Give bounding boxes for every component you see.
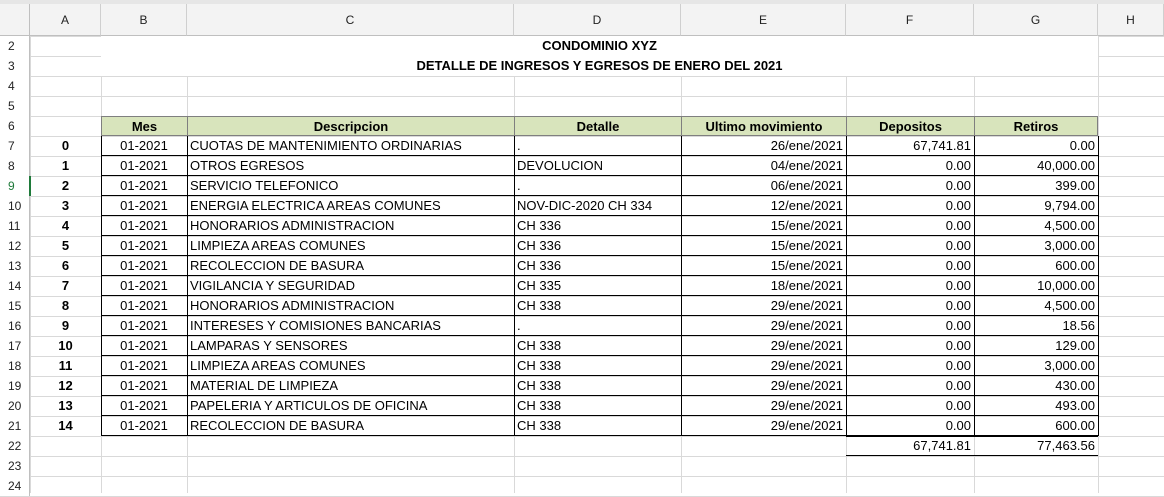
cell-mes[interactable]: 01-2021 [120, 258, 168, 273]
cell-descripcion[interactable]: HONORARIOS ADMINISTRACION [190, 218, 395, 233]
row-index[interactable]: 3 [61, 198, 70, 213]
column-border [187, 156, 188, 176]
column-border [846, 216, 847, 236]
column-border [514, 236, 515, 256]
cell-retiros[interactable]: 10,000.00 [1037, 278, 1095, 293]
column-border [101, 316, 102, 336]
row-header-16[interactable]: 16 [0, 316, 30, 336]
column-border [514, 396, 515, 416]
row-header-11[interactable]: 11 [0, 216, 30, 236]
cell-fecha[interactable]: 15/ene/2021 [770, 238, 843, 253]
cell-depositos[interactable]: 0.00 [945, 418, 971, 433]
cell-fecha[interactable]: 26/ene/2021 [770, 138, 843, 153]
column-header-c[interactable]: C [187, 4, 514, 36]
column-border [846, 336, 847, 356]
header-depositos[interactable]: Depositos [846, 116, 974, 136]
column-border [1098, 416, 1099, 436]
column-border [1098, 256, 1099, 276]
column-border [101, 356, 102, 376]
gridline-horizontal [0, 476, 1164, 477]
row-index[interactable]: 2 [61, 178, 70, 193]
column-border [974, 136, 975, 156]
column-border [681, 416, 682, 436]
column-border [101, 176, 102, 196]
column-border [1098, 396, 1099, 416]
cell-mes[interactable]: 01-2021 [120, 338, 168, 353]
column-header-g[interactable]: G [974, 4, 1098, 36]
cell-detalle[interactable]: . [517, 178, 521, 193]
cell-retiros[interactable]: 399.00 [1055, 178, 1095, 193]
total-depositos[interactable]: 67,741.81 [913, 438, 971, 453]
column-border [514, 376, 515, 396]
cell-retiros[interactable]: 0.00 [1069, 138, 1095, 153]
cell-detalle[interactable]: CH 338 [517, 358, 562, 373]
cell-detalle[interactable]: . [517, 318, 521, 333]
column-border [1098, 316, 1099, 336]
cell-descripcion[interactable]: RECOLECCION DE BASURA [190, 418, 365, 433]
column-border [681, 296, 682, 316]
cell-detalle[interactable]: CH 336 [517, 218, 562, 233]
column-border [514, 196, 515, 216]
cell-fecha[interactable]: 06/ene/2021 [770, 178, 843, 193]
column-border [101, 376, 102, 396]
column-border [846, 156, 847, 176]
column-border [1098, 236, 1099, 256]
cell-fecha[interactable]: 29/ene/2021 [770, 318, 843, 333]
cell-fecha[interactable]: 15/ene/2021 [770, 218, 843, 233]
cell-depositos[interactable]: 0.00 [945, 318, 971, 333]
column-border [1098, 376, 1099, 396]
cell-retiros[interactable]: 493.00 [1055, 398, 1095, 413]
cell-depositos[interactable]: 67,741.81 [913, 138, 971, 153]
cell-mes[interactable]: 01-2021 [120, 358, 168, 373]
sheet-subtitle: DETALLE DE INGRESOS Y EGRESOS DE ENERO DEL 2021 [101, 56, 1098, 76]
cell-mes[interactable]: 01-2021 [120, 418, 168, 433]
column-border [101, 156, 102, 176]
column-border [1098, 296, 1099, 316]
cell-descripcion[interactable]: PAPELERIA Y ARTICULOS DE OFICINA [190, 398, 428, 413]
cell-retiros[interactable]: 9,794.00 [1044, 198, 1095, 213]
column-border [974, 296, 975, 316]
column-border [187, 236, 188, 256]
cell-descripcion[interactable]: LIMPIEZA AREAS COMUNES [190, 238, 366, 253]
column-header-a[interactable]: A [30, 4, 101, 36]
cell-fecha[interactable]: 18/ene/2021 [770, 278, 843, 293]
column-border [187, 396, 188, 416]
column-border [514, 336, 515, 356]
column-border [187, 216, 188, 236]
cell-mes[interactable]: 01-2021 [120, 278, 168, 293]
column-border [101, 296, 102, 316]
column-border [1098, 356, 1099, 376]
cell-detalle[interactable]: CH 338 [517, 378, 562, 393]
row-index[interactable]: 6 [61, 258, 70, 273]
cell-depositos[interactable]: 0.00 [945, 198, 971, 213]
column-border [681, 236, 682, 256]
column-border [1098, 216, 1099, 236]
cell-detalle[interactable]: CH 336 [517, 238, 562, 253]
column-border [101, 416, 102, 436]
row-index[interactable]: 5 [61, 238, 70, 253]
column-border [846, 196, 847, 216]
cell-fecha[interactable]: 29/ene/2021 [770, 338, 843, 353]
column-border [514, 296, 515, 316]
cell-retiros[interactable]: 129.00 [1055, 338, 1095, 353]
row-header-18[interactable]: 18 [0, 356, 30, 376]
select-all-corner[interactable] [0, 4, 30, 36]
row-index[interactable]: 0 [61, 138, 70, 153]
column-border [974, 176, 975, 196]
column-border [514, 316, 515, 336]
column-border [974, 356, 975, 376]
column-border [681, 396, 682, 416]
column-border [1098, 336, 1099, 356]
column-border [681, 356, 682, 376]
cell-descripcion[interactable]: LIMPIEZA AREAS COMUNES [190, 358, 366, 373]
column-border [974, 216, 975, 236]
column-border [681, 336, 682, 356]
cell-descripcion[interactable]: RECOLECCION DE BASURA [190, 258, 365, 273]
column-border [974, 396, 975, 416]
cell-mes[interactable]: 01-2021 [120, 178, 168, 193]
cell-descripcion[interactable]: INTERESES Y COMISIONES BANCARIAS [190, 318, 441, 333]
column-border [846, 176, 847, 196]
row-header-12[interactable]: 12 [0, 236, 30, 256]
cell-descripcion[interactable]: ENERGIA ELECTRICA AREAS COMUNES [190, 198, 441, 213]
cell-detalle[interactable]: CH 338 [517, 418, 562, 433]
row-index[interactable]: 14 [58, 418, 73, 433]
column-border [514, 216, 515, 236]
column-border [187, 316, 188, 336]
cell-depositos[interactable]: 0.00 [945, 178, 971, 193]
row-index[interactable]: 10 [58, 338, 73, 353]
column-border [846, 316, 847, 336]
row-header-13[interactable]: 13 [0, 256, 30, 276]
cell-retiros[interactable]: 430.00 [1055, 378, 1095, 393]
cell-mes[interactable]: 01-2021 [120, 138, 168, 153]
header-retiros[interactable]: Retiros [974, 116, 1098, 136]
column-border [974, 196, 975, 216]
total-retiros[interactable]: 77,463.56 [1037, 438, 1095, 453]
row-header-9[interactable]: 9 [0, 176, 30, 196]
column-border [187, 176, 188, 196]
column-border [101, 196, 102, 216]
cell-retiros[interactable]: 3,000.00 [1044, 358, 1095, 373]
cell-retiros[interactable]: 4,500.00 [1044, 218, 1095, 233]
column-border [187, 416, 188, 436]
column-border [846, 296, 847, 316]
cell-descripcion[interactable]: MATERIAL DE LIMPIEZA [190, 378, 339, 393]
column-border [681, 136, 682, 156]
cell-depositos[interactable]: 0.00 [945, 238, 971, 253]
row-header-7[interactable]: 7 [0, 136, 30, 156]
column-border [514, 176, 515, 196]
row-header-6[interactable]: 6 [0, 116, 30, 136]
cell-detalle[interactable]: CH 336 [517, 258, 562, 273]
cell-descripcion[interactable]: CUOTAS DE MANTENIMIENTO ORDINARIAS [190, 138, 462, 153]
cell-retiros[interactable]: 600.00 [1055, 418, 1095, 433]
column-border [846, 256, 847, 276]
row-header-4[interactable]: 4 [0, 76, 30, 96]
cell-fecha[interactable]: 29/ene/2021 [770, 298, 843, 313]
cell-depositos[interactable]: 0.00 [945, 298, 971, 313]
column-border [846, 136, 847, 156]
row-header-22[interactable]: 22 [0, 436, 30, 456]
column-border [514, 276, 515, 296]
column-border [1098, 276, 1099, 296]
column-border [974, 276, 975, 296]
cell-fecha[interactable]: 12/ene/2021 [770, 198, 843, 213]
column-border [1098, 196, 1099, 216]
cell-depositos[interactable]: 0.00 [945, 338, 971, 353]
cell-mes[interactable]: 01-2021 [120, 398, 168, 413]
column-border [681, 156, 682, 176]
row-index[interactable]: 13 [58, 398, 73, 413]
column-header-e[interactable]: E [681, 4, 846, 36]
row-header-24[interactable]: 24 [0, 476, 30, 496]
row-header-3[interactable]: 3 [0, 56, 30, 76]
column-header-b[interactable]: B [101, 4, 187, 36]
row-header-17[interactable]: 17 [0, 336, 30, 356]
column-border [681, 316, 682, 336]
column-border [681, 196, 682, 216]
row-index[interactable]: 1 [61, 158, 70, 173]
column-border [514, 416, 515, 436]
cell-detalle[interactable]: CH 338 [517, 338, 562, 353]
row-header-14[interactable]: 14 [0, 276, 30, 296]
row-header-8[interactable]: 8 [0, 156, 30, 176]
column-border [974, 376, 975, 396]
row-index[interactable]: 8 [61, 298, 70, 313]
cell-mes[interactable]: 01-2021 [120, 298, 168, 313]
column-border [101, 256, 102, 276]
cell-depositos[interactable]: 0.00 [945, 218, 971, 233]
gridline-horizontal [0, 456, 1164, 457]
column-border [187, 276, 188, 296]
row-header-23[interactable]: 23 [0, 456, 30, 476]
cell-retiros[interactable]: 3,000.00 [1044, 238, 1095, 253]
column-border [1098, 156, 1099, 176]
column-border [1098, 176, 1099, 196]
row-index[interactable]: 4 [61, 218, 70, 233]
cell-detalle[interactable]: CH 335 [517, 278, 562, 293]
row-index[interactable]: 9 [61, 318, 70, 333]
column-header-d[interactable]: D [514, 4, 681, 36]
column-border [974, 256, 975, 276]
cell-detalle[interactable]: DEVOLUCION [517, 158, 603, 173]
cell-mes[interactable]: 01-2021 [120, 378, 168, 393]
column-border [681, 256, 682, 276]
column-border [187, 136, 188, 156]
column-border [514, 136, 515, 156]
cell-mes[interactable]: 01-2021 [120, 318, 168, 333]
row-header-19[interactable]: 19 [0, 376, 30, 396]
column-border [846, 416, 847, 436]
column-border [974, 156, 975, 176]
column-border [846, 356, 847, 376]
header-descripcion[interactable]: Descripcion [187, 116, 514, 136]
cell-descripcion[interactable]: OTROS EGRESOS [190, 158, 305, 173]
totals-bottom-border [846, 455, 1098, 456]
column-border [101, 276, 102, 296]
cell-fecha[interactable]: 29/ene/2021 [770, 398, 843, 413]
column-border [681, 376, 682, 396]
column-border [187, 376, 188, 396]
cell-fecha[interactable]: 29/ene/2021 [770, 418, 843, 433]
column-border [681, 176, 682, 196]
cell-depositos[interactable]: 0.00 [945, 398, 971, 413]
column-border [101, 216, 102, 236]
column-border [681, 216, 682, 236]
cell-detalle[interactable]: CH 338 [517, 298, 562, 313]
column-border [187, 356, 188, 376]
cell-mes[interactable]: 01-2021 [120, 238, 168, 253]
column-border [681, 276, 682, 296]
column-header-h[interactable]: H [1098, 4, 1164, 36]
column-border [974, 316, 975, 336]
cell-fecha[interactable]: 29/ene/2021 [770, 358, 843, 373]
cell-mes[interactable]: 01-2021 [120, 198, 168, 213]
column-border [846, 376, 847, 396]
cell-fecha[interactable]: 04/ene/2021 [770, 158, 843, 173]
column-border [101, 336, 102, 356]
column-border [187, 196, 188, 216]
cell-mes[interactable]: 01-2021 [120, 218, 168, 233]
gridline-horizontal [0, 96, 1164, 97]
column-border [514, 256, 515, 276]
cell-descripcion[interactable]: LAMPARAS Y SENSORES [190, 338, 348, 353]
column-border [514, 356, 515, 376]
cell-descripcion[interactable]: VIGILANCIA Y SEGURIDAD [190, 278, 355, 293]
cell-detalle[interactable]: NOV-DIC-2020 CH 334 [517, 198, 653, 213]
gridline-horizontal [0, 76, 1164, 77]
header-ultimo[interactable]: Ultimo movimiento [681, 116, 846, 136]
row-header-15[interactable]: 15 [0, 296, 30, 316]
cell-fecha[interactable]: 15/ene/2021 [770, 258, 843, 273]
cell-detalle[interactable]: CH 338 [517, 398, 562, 413]
row-header-21[interactable]: 21 [0, 416, 30, 436]
cell-retiros[interactable]: 40,000.00 [1037, 158, 1095, 173]
row-header-5[interactable]: 5 [0, 96, 30, 116]
column-border [974, 416, 975, 436]
column-border [101, 236, 102, 256]
row-header-2[interactable]: 2 [0, 36, 30, 56]
sheet-title: CONDOMINIO XYZ [101, 36, 1098, 56]
column-border [101, 396, 102, 416]
column-border [1098, 136, 1099, 156]
cell-descripcion[interactable]: HONORARIOS ADMINISTRACION [190, 298, 395, 313]
row-index[interactable]: 12 [58, 378, 73, 393]
column-border [187, 336, 188, 356]
column-border [514, 156, 515, 176]
header-detalle[interactable]: Detalle [514, 116, 681, 136]
column-border [101, 136, 102, 156]
row-header-20[interactable]: 20 [0, 396, 30, 416]
column-border [187, 256, 188, 276]
column-border [846, 396, 847, 416]
cell-retiros[interactable]: 4,500.00 [1044, 298, 1095, 313]
cell-depositos[interactable]: 0.00 [945, 378, 971, 393]
cell-retiros[interactable]: 18.56 [1062, 318, 1095, 333]
row-header-10[interactable]: 10 [0, 196, 30, 216]
header-mes[interactable]: Mes [101, 116, 187, 136]
cell-detalle[interactable]: . [517, 138, 521, 153]
column-header-f[interactable]: F [846, 4, 974, 36]
cell-mes[interactable]: 01-2021 [120, 158, 168, 173]
row-index[interactable]: 11 [58, 358, 73, 373]
cell-depositos[interactable]: 0.00 [945, 158, 971, 173]
cell-descripcion[interactable]: SERVICIO TELEFONICO [190, 178, 339, 193]
column-border [187, 296, 188, 316]
column-border [974, 236, 975, 256]
cell-retiros[interactable]: 600.00 [1055, 258, 1095, 273]
column-border [846, 236, 847, 256]
cell-depositos[interactable]: 0.00 [945, 358, 971, 373]
cell-depositos[interactable]: 0.00 [945, 258, 971, 273]
row-index[interactable]: 7 [61, 278, 70, 293]
column-border [974, 336, 975, 356]
cell-fecha[interactable]: 29/ene/2021 [770, 378, 843, 393]
cell-depositos[interactable]: 0.00 [945, 278, 971, 293]
column-border [846, 276, 847, 296]
